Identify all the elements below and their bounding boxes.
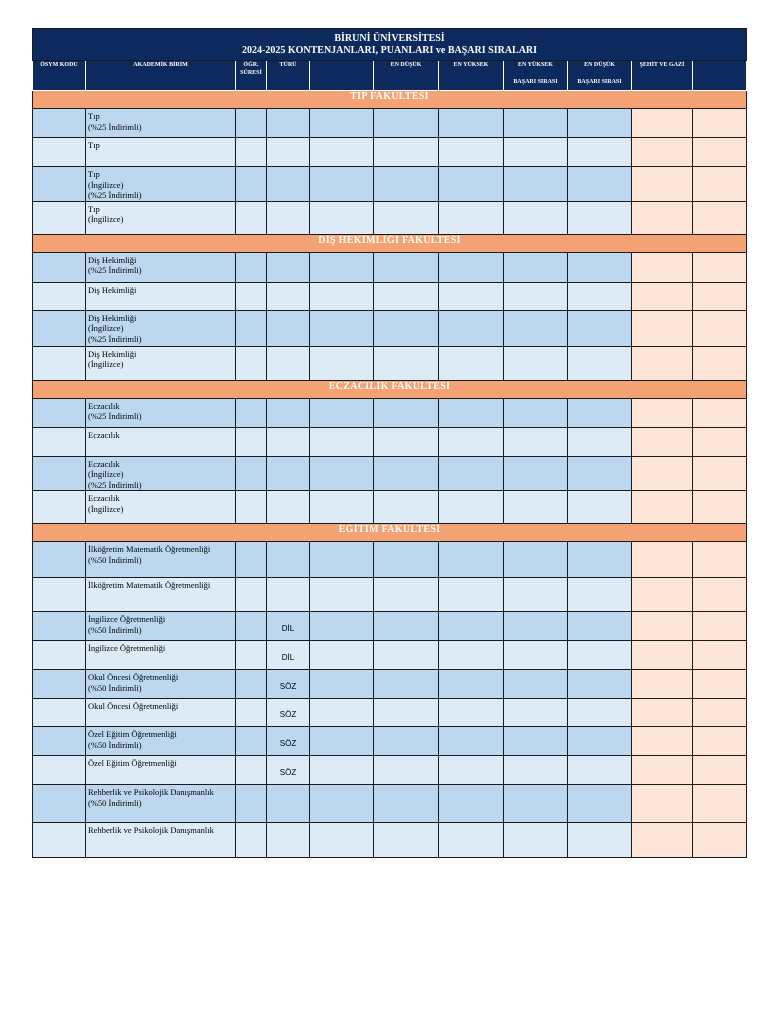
- header-blank-end: [693, 61, 747, 91]
- blank-cell: [310, 785, 374, 823]
- en-yuksek-basari-cell: [504, 456, 568, 491]
- blank-cell: [310, 823, 374, 858]
- osym-kodu-cell: [33, 282, 86, 310]
- faculty-header-row: [33, 91, 747, 109]
- en-yuksek-cell: [439, 252, 504, 282]
- blank-cell: [310, 699, 374, 727]
- en-dusuk-cell: [374, 699, 439, 727]
- en-dusuk-cell: [374, 641, 439, 670]
- en-yuksek-basari-cell: [504, 727, 568, 756]
- en-yuksek-cell: [439, 641, 504, 670]
- program-name: Rehberlik ve Psikolojik Danışmanlık (%50 İndirimli): [86, 785, 236, 823]
- en-dusuk-cell: [374, 310, 439, 346]
- university-name: BİRUNİ ÜNİVERSİTESİ: [334, 32, 445, 44]
- program-name: Eczacılık (%25 İndirimli): [86, 398, 236, 427]
- sehit-gazi-cell: [632, 756, 693, 785]
- en-dusuk-cell: [374, 346, 439, 380]
- en-yuksek-basari-cell: [504, 542, 568, 578]
- sehit-gazi-extra-cell: [693, 542, 747, 578]
- en-yuksek-cell: [439, 109, 504, 138]
- en-yuksek-basari-cell: [504, 398, 568, 427]
- osym-kodu-cell: [33, 201, 86, 234]
- header-basari-sirasi-1: BAŞARI SIRASI: [513, 79, 558, 85]
- blank-cell: [310, 578, 374, 612]
- en-dusuk-cell: [374, 727, 439, 756]
- program-name: İlköğretim Matematik Öğretmenliği: [86, 578, 236, 612]
- ogr-suresi-cell: [236, 167, 267, 202]
- turu-cell: [267, 167, 310, 202]
- en-dusuk-cell: [374, 785, 439, 823]
- header-en-yuksek-basari: [504, 61, 568, 91]
- sehit-gazi-cell: [632, 138, 693, 167]
- program-name: Eczacılık (İngilizce): [86, 491, 236, 524]
- header-en-yuksek: EN YÜKSEK: [439, 61, 504, 91]
- ogr-suresi-cell: [236, 670, 267, 699]
- en-yuksek-cell: [439, 346, 504, 380]
- turu-cell: DİL: [267, 641, 310, 670]
- en-dusuk-basari-cell: [568, 542, 632, 578]
- en-dusuk-cell: [374, 138, 439, 167]
- en-dusuk-basari-cell: [568, 612, 632, 641]
- sehit-gazi-extra-cell: [693, 612, 747, 641]
- program-name: Rehberlik ve Psikolojik Danışmanlık: [86, 823, 236, 858]
- faculty-name: ECZACILIK FAKÜLTESİ: [33, 380, 747, 398]
- en-dusuk-basari-cell: [568, 201, 632, 234]
- table-row: [33, 252, 747, 282]
- header-en-dusuk-basari-top: EN DÜŞÜK: [584, 62, 615, 68]
- en-yuksek-basari-cell: [504, 282, 568, 310]
- en-dusuk-cell: [374, 252, 439, 282]
- program-name: Eczacılık: [86, 427, 236, 456]
- en-dusuk-cell: [374, 282, 439, 310]
- blank-cell: [310, 542, 374, 578]
- en-dusuk-cell: [374, 427, 439, 456]
- sehit-gazi-cell: [632, 167, 693, 202]
- blank-cell: [310, 167, 374, 202]
- sehit-gazi-extra-cell: [693, 456, 747, 491]
- turu-cell: [267, 542, 310, 578]
- blank-cell: [310, 310, 374, 346]
- turu-cell: [267, 427, 310, 456]
- program-name: Tıp: [86, 138, 236, 167]
- table-row: [33, 756, 747, 785]
- turu-cell: [267, 785, 310, 823]
- en-dusuk-cell: [374, 612, 439, 641]
- table-row: [33, 727, 747, 756]
- table-row: [33, 138, 747, 167]
- sehit-gazi-cell: [632, 310, 693, 346]
- sehit-gazi-cell: [632, 346, 693, 380]
- en-yuksek-basari-cell: [504, 641, 568, 670]
- sehit-gazi-cell: [632, 427, 693, 456]
- en-yuksek-basari-cell: [504, 612, 568, 641]
- en-dusuk-basari-cell: [568, 727, 632, 756]
- blank-cell: [310, 427, 374, 456]
- ogr-suresi-cell: [236, 427, 267, 456]
- turu-cell: [267, 491, 310, 524]
- sehit-gazi-cell: [632, 252, 693, 282]
- header-sehit-gazi: ŞEHİT VE GAZİ: [632, 61, 693, 91]
- sehit-gazi-cell: [632, 578, 693, 612]
- en-yuksek-basari-cell: [504, 578, 568, 612]
- program-name: Diş Hekimliği (İngilizce) (%25 İndirimli): [86, 310, 236, 346]
- en-dusuk-cell: [374, 167, 439, 202]
- ogr-suresi-cell: [236, 612, 267, 641]
- en-yuksek-cell: [439, 398, 504, 427]
- sehit-gazi-extra-cell: [693, 491, 747, 524]
- header-en-yuksek-basari-top: EN YÜKSEK: [518, 62, 553, 68]
- en-dusuk-cell: [374, 398, 439, 427]
- en-yuksek-cell: [439, 578, 504, 612]
- en-yuksek-basari-cell: [504, 109, 568, 138]
- ogr-suresi-cell: [236, 398, 267, 427]
- osym-kodu-cell: [33, 456, 86, 491]
- en-yuksek-cell: [439, 310, 504, 346]
- table-row: [33, 398, 747, 427]
- program-name: Diş Hekimliği: [86, 282, 236, 310]
- osym-kodu-cell: [33, 109, 86, 138]
- turu-cell: [267, 578, 310, 612]
- program-name: İngilizce Öğretmenliği: [86, 641, 236, 670]
- osym-kodu-cell: [33, 578, 86, 612]
- faculty-name: EĞİTİM FAKÜLTESİ: [33, 524, 747, 542]
- sehit-gazi-extra-cell: [693, 699, 747, 727]
- sehit-gazi-cell: [632, 456, 693, 491]
- en-dusuk-basari-cell: [568, 491, 632, 524]
- program-name: Özel Eğitim Öğretmenliği: [86, 756, 236, 785]
- ogr-suresi-cell: [236, 346, 267, 380]
- sehit-gazi-cell: [632, 398, 693, 427]
- ogr-suresi-cell: [236, 138, 267, 167]
- blank-cell: [310, 456, 374, 491]
- blank-cell: [310, 641, 374, 670]
- blank-cell: [310, 346, 374, 380]
- en-yuksek-basari-cell: [504, 785, 568, 823]
- ogr-suresi-cell: [236, 310, 267, 346]
- sehit-gazi-cell: [632, 201, 693, 234]
- blank-cell: [310, 282, 374, 310]
- turu-cell: DİL: [267, 612, 310, 641]
- table-row: [33, 699, 747, 727]
- en-dusuk-basari-cell: [568, 785, 632, 823]
- program-name: Tıp (İngilizce): [86, 201, 236, 234]
- osym-kodu-cell: [33, 491, 86, 524]
- table-row: [33, 491, 747, 524]
- sehit-gazi-extra-cell: [693, 138, 747, 167]
- en-dusuk-basari-cell: [568, 398, 632, 427]
- header-osym-kodu: ÖSYM KODU: [33, 61, 86, 91]
- sehit-gazi-cell: [632, 542, 693, 578]
- table-row: [33, 785, 747, 823]
- en-yuksek-cell: [439, 542, 504, 578]
- sehit-gazi-extra-cell: [693, 727, 747, 756]
- en-yuksek-cell: [439, 456, 504, 491]
- sehit-gazi-extra-cell: [693, 785, 747, 823]
- ogr-suresi-cell: [236, 491, 267, 524]
- en-dusuk-cell: [374, 542, 439, 578]
- en-dusuk-cell: [374, 201, 439, 234]
- program-name: Diş Hekimliği (%25 İndirimli): [86, 252, 236, 282]
- en-yuksek-cell: [439, 670, 504, 699]
- blank-cell: [310, 670, 374, 699]
- program-name: Okul Öncesi Öğretmenliği (%50 İndirimli): [86, 670, 236, 699]
- turu-cell: SÖZ: [267, 727, 310, 756]
- blank-cell: [310, 138, 374, 167]
- en-dusuk-cell: [374, 109, 439, 138]
- ogr-suresi-cell: [236, 252, 267, 282]
- table-row: [33, 282, 747, 310]
- en-yuksek-basari-cell: [504, 252, 568, 282]
- en-yuksek-cell: [439, 823, 504, 858]
- en-yuksek-basari-cell: [504, 427, 568, 456]
- osym-kodu-cell: [33, 346, 86, 380]
- program-name: İlköğretim Matematik Öğretmenliği (%50 İndirimli): [86, 542, 236, 578]
- en-dusuk-cell: [374, 578, 439, 612]
- osym-kodu-cell: [33, 542, 86, 578]
- osym-kodu-cell: [33, 167, 86, 202]
- sehit-gazi-extra-cell: [693, 346, 747, 380]
- turu-cell: [267, 109, 310, 138]
- en-yuksek-basari-cell: [504, 756, 568, 785]
- turu-cell: [267, 252, 310, 282]
- en-dusuk-basari-cell: [568, 641, 632, 670]
- program-name: Özel Eğitim Öğretmenliği (%50 İndirimli): [86, 727, 236, 756]
- osym-kodu-cell: [33, 641, 86, 670]
- en-yuksek-cell: [439, 167, 504, 202]
- osym-kodu-cell: [33, 699, 86, 727]
- en-yuksek-cell: [439, 756, 504, 785]
- ogr-suresi-cell: [236, 201, 267, 234]
- en-yuksek-basari-cell: [504, 167, 568, 202]
- ogr-suresi-cell: [236, 641, 267, 670]
- table-row: [33, 167, 747, 202]
- sehit-gazi-extra-cell: [693, 427, 747, 456]
- en-dusuk-basari-cell: [568, 346, 632, 380]
- en-dusuk-cell: [374, 491, 439, 524]
- en-dusuk-cell: [374, 756, 439, 785]
- en-yuksek-cell: [439, 785, 504, 823]
- program-name: Tıp (%25 İndirimli): [86, 109, 236, 138]
- osym-kodu-cell: [33, 756, 86, 785]
- osym-kodu-cell: [33, 252, 86, 282]
- sehit-gazi-cell: [632, 823, 693, 858]
- turu-cell: [267, 456, 310, 491]
- sehit-gazi-cell: [632, 785, 693, 823]
- table-row: [33, 578, 747, 612]
- ogr-suresi-cell: [236, 756, 267, 785]
- turu-cell: [267, 138, 310, 167]
- turu-cell: [267, 201, 310, 234]
- program-name: Diş Hekimliği (İngilizce): [86, 346, 236, 380]
- en-dusuk-basari-cell: [568, 699, 632, 727]
- turu-cell: [267, 346, 310, 380]
- sehit-gazi-cell: [632, 612, 693, 641]
- osym-kodu-cell: [33, 727, 86, 756]
- en-yuksek-cell: [439, 612, 504, 641]
- blank-cell: [310, 252, 374, 282]
- en-yuksek-basari-cell: [504, 346, 568, 380]
- sehit-gazi-cell: [632, 282, 693, 310]
- ogr-suresi-cell: [236, 699, 267, 727]
- ogr-suresi-cell: [236, 785, 267, 823]
- en-yuksek-cell: [439, 727, 504, 756]
- osym-kodu-cell: [33, 823, 86, 858]
- table-row: [33, 670, 747, 699]
- table-row: [33, 641, 747, 670]
- ogr-suresi-cell: [236, 456, 267, 491]
- program-name: Eczacılık (İngilizce) (%25 İndirimli): [86, 456, 236, 491]
- en-yuksek-cell: [439, 699, 504, 727]
- en-dusuk-cell: [374, 670, 439, 699]
- en-dusuk-basari-cell: [568, 823, 632, 858]
- table-row: [33, 612, 747, 641]
- osym-kodu-cell: [33, 138, 86, 167]
- program-name: Tıp (İngilizce) (%25 İndirimli): [86, 167, 236, 202]
- en-dusuk-basari-cell: [568, 310, 632, 346]
- ogr-suresi-cell: [236, 823, 267, 858]
- en-yuksek-basari-cell: [504, 823, 568, 858]
- osym-kodu-cell: [33, 310, 86, 346]
- en-dusuk-basari-cell: [568, 282, 632, 310]
- program-name: İngilizce Öğretmenliği (%50 İndirimli): [86, 612, 236, 641]
- blank-cell: [310, 491, 374, 524]
- sehit-gazi-extra-cell: [693, 252, 747, 282]
- en-yuksek-basari-cell: [504, 138, 568, 167]
- en-yuksek-basari-cell: [504, 670, 568, 699]
- en-dusuk-basari-cell: [568, 427, 632, 456]
- en-yuksek-basari-cell: [504, 201, 568, 234]
- osym-kodu-cell: [33, 612, 86, 641]
- en-yuksek-cell: [439, 427, 504, 456]
- sehit-gazi-extra-cell: [693, 201, 747, 234]
- sehit-gazi-extra-cell: [693, 823, 747, 858]
- header-en-dusuk: EN DÜŞÜK: [374, 61, 439, 91]
- blank-cell: [310, 612, 374, 641]
- header-basari-sirasi-2: BAŞARI SIRASI: [577, 79, 622, 85]
- table-row: [33, 456, 747, 491]
- en-yuksek-cell: [439, 491, 504, 524]
- sehit-gazi-extra-cell: [693, 641, 747, 670]
- program-name: Okul Öncesi Öğretmenliği: [86, 699, 236, 727]
- sehit-gazi-cell: [632, 641, 693, 670]
- blank-cell: [310, 727, 374, 756]
- en-dusuk-cell: [374, 823, 439, 858]
- en-dusuk-basari-cell: [568, 167, 632, 202]
- sehit-gazi-extra-cell: [693, 670, 747, 699]
- sehit-gazi-cell: [632, 491, 693, 524]
- ogr-suresi-cell: [236, 542, 267, 578]
- en-yuksek-basari-cell: [504, 699, 568, 727]
- sehit-gazi-extra-cell: [693, 282, 747, 310]
- turu-cell: SÖZ: [267, 699, 310, 727]
- osym-kodu-cell: [33, 670, 86, 699]
- osym-kodu-cell: [33, 785, 86, 823]
- en-yuksek-basari-cell: [504, 491, 568, 524]
- sehit-gazi-cell: [632, 699, 693, 727]
- en-yuksek-cell: [439, 201, 504, 234]
- en-yuksek-cell: [439, 282, 504, 310]
- ogr-suresi-cell: [236, 727, 267, 756]
- blank-cell: [310, 756, 374, 785]
- blank-cell: [310, 109, 374, 138]
- header-ogr-suresi: ÖĞR. SÜRESİ: [236, 61, 267, 91]
- sehit-gazi-extra-cell: [693, 310, 747, 346]
- document-title: [33, 29, 747, 61]
- en-dusuk-basari-cell: [568, 578, 632, 612]
- blank-cell: [310, 201, 374, 234]
- turu-cell: [267, 282, 310, 310]
- faculty-header-row: [33, 524, 747, 542]
- table-row: [33, 201, 747, 234]
- sehit-gazi-cell: [632, 727, 693, 756]
- faculty-name: TIP FAKÜLTESİ: [33, 91, 747, 109]
- sehit-gazi-extra-cell: [693, 167, 747, 202]
- en-dusuk-basari-cell: [568, 252, 632, 282]
- header-akademik-birim: AKADEMİK BİRİM: [86, 61, 236, 91]
- faculty-header-row: [33, 234, 747, 252]
- en-dusuk-basari-cell: [568, 756, 632, 785]
- sehit-gazi-cell: [632, 109, 693, 138]
- en-dusuk-cell: [374, 456, 439, 491]
- score-table: [32, 28, 747, 858]
- en-dusuk-basari-cell: [568, 138, 632, 167]
- table-row: [33, 542, 747, 578]
- sehit-gazi-cell: [632, 670, 693, 699]
- ogr-suresi-cell: [236, 282, 267, 310]
- blank-cell: [310, 398, 374, 427]
- turu-cell: [267, 310, 310, 346]
- ogr-suresi-cell: [236, 109, 267, 138]
- turu-cell: SÖZ: [267, 756, 310, 785]
- faculty-name: DİŞ HEKİMLİĞİ FAKÜLTESİ: [33, 234, 747, 252]
- osym-kodu-cell: [33, 427, 86, 456]
- table-row: [33, 427, 747, 456]
- table-row: [33, 346, 747, 380]
- table-subtitle: 2024-2025 KONTENJANLARI, PUANLARI ve BAŞARI SIRALARI: [242, 44, 538, 56]
- faculty-header-row: [33, 380, 747, 398]
- turu-cell: [267, 398, 310, 427]
- en-dusuk-basari-cell: [568, 456, 632, 491]
- sehit-gazi-extra-cell: [693, 398, 747, 427]
- table-row: [33, 310, 747, 346]
- ogr-suresi-cell: [236, 578, 267, 612]
- sehit-gazi-extra-cell: [693, 756, 747, 785]
- en-dusuk-basari-cell: [568, 109, 632, 138]
- turu-cell: [267, 823, 310, 858]
- turu-cell: SÖZ: [267, 670, 310, 699]
- en-yuksek-cell: [439, 138, 504, 167]
- table-row: [33, 823, 747, 858]
- sehit-gazi-extra-cell: [693, 578, 747, 612]
- table-row: [33, 109, 747, 138]
- header-blank: [310, 61, 374, 91]
- header-en-dusuk-basari: [568, 61, 632, 91]
- osym-kodu-cell: [33, 398, 86, 427]
- en-dusuk-basari-cell: [568, 670, 632, 699]
- sehit-gazi-extra-cell: [693, 109, 747, 138]
- en-yuksek-basari-cell: [504, 310, 568, 346]
- header-turu: TÜRÜ: [267, 61, 310, 91]
